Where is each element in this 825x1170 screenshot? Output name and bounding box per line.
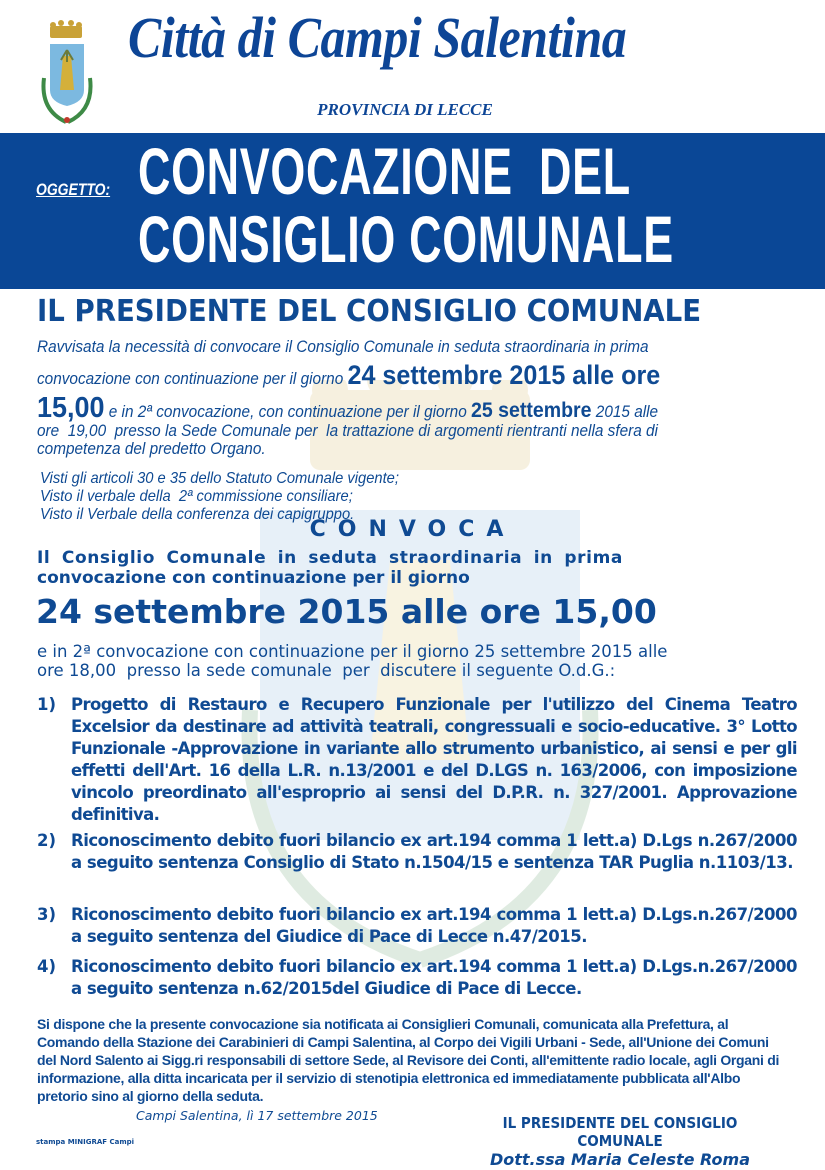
agenda-text: Riconoscimento debito fuori bilancio ex art.194 comma 1 lett.a) D.Lgs n.267/2000 a seguito sentenza Consiglio di Stato n.1504/15 e sentenza TAR Puglia n.1103/13.: [71, 831, 797, 872]
agenda-text: Progetto di Restauro e Recupero Funzionale per l'utilizzo del Cinema Teatro Excelsior da destinare ad attività teatrali, congressuali e socio-educative. 3° Lotto Funzionale -Approvazione in variante allo strumento urbanistico, ai sensi e per gli effetti dell'Art. 16 della L.R. n.13/2001 e del D.LGS n. 163/2006, con imposizione vincolo preordinato all'esproprio ai sensi del D.P.R. n. 327/2001. Approvazione definitiva.: [71, 695, 797, 824]
signature-role: IL PRESIDENTE DEL CONSIGLIO COMUNALE: [502, 1114, 738, 1150]
agenda-number: 2): [37, 831, 57, 850]
intro-line-5: competenza del predetto Organo.: [37, 440, 266, 458]
visti-list: [40, 470, 399, 524]
second-date-highlight: 25 settembre: [471, 399, 592, 422]
agenda-text: Riconoscimento debito fuori bilancio ex art.194 comma 1 lett.a) D.Lgs.n.267/2000 a seguito sentenza n.62/2015del Giudice di Pace di Lecce.: [71, 957, 797, 998]
intro-line-3: [37, 392, 658, 425]
convoca-intro-line-1: Il Consiglio Comunale in seduta straordinaria in prima: [37, 548, 623, 568]
president-heading: IL PRESIDENTE DEL CONSIGLIO COMUNALE: [37, 294, 702, 329]
intro-line-3-mid: e in 2ª convocazione, con continuazione per il giorno: [104, 403, 472, 421]
municipal-crest-icon: [36, 20, 96, 128]
visti-item: Visto il Verbale della conferenza dei capigruppo.: [40, 506, 355, 523]
signature-block: [440, 1114, 800, 1169]
intro-line-2: [37, 360, 660, 391]
agenda-item-4: [37, 956, 797, 1000]
agenda-item-1: [37, 694, 797, 826]
intro-line-1: Ravvisata la necessità di convocare il Consiglio Comunale in seduta straordinaria in prima: [37, 338, 649, 356]
agenda-number: 1): [37, 695, 57, 714]
header: [0, 0, 825, 133]
second-convocation-line-2: ore 18,00 presso la sede comunale per discutere il seguente O.d.G.:: [37, 661, 616, 680]
intro-line-3-suffix: 2015 alle: [591, 403, 659, 421]
agenda-item-2: [37, 830, 797, 896]
signature-name: Dott.ssa Maria Celeste Roma: [489, 1150, 751, 1169]
second-convocation-line-1: e in 2ª convocazione con continuazione per il giorno 25 settembre 2015 alle: [37, 642, 668, 661]
first-time-highlight: 15,00: [37, 392, 105, 424]
agenda-number: 4): [37, 957, 57, 976]
subject-title: [138, 134, 674, 276]
city-title: Città di Campi Salentina: [128, 5, 627, 70]
agenda-text: Riconoscimento debito fuori bilancio ex art.194 comma 1 lett.a) D.Lgs.n.267/2000 a seguito sentenza del Giudice di Pace di Lecce n.47/2015.: [71, 905, 797, 946]
visti-item: Visti gli articoli 30 e 35 dello Statuto Comunale vigente;: [40, 470, 399, 487]
printer-credit: stampa MINIGRAF Campi: [36, 1138, 135, 1146]
notification-notice: Si dispone che la presente convocazione sia notificata ai Consiglieri Comunali, comunicata alla Prefettura, al Comando della Stazione dei Carabinieri di Campi Salentina, al Corpo dei Vigili Urbani - Sede, all'Unione dei Comuni del Nord Salento ai Sigg.ri responsabili di settore Sede, al Revisore dei Conti, all'emittente radio locale, agli Organi di informazione, alla ditta incaricata per il servizio di stenotipia elettronica ed immediatamente pubblicata all'Albo pretorio sino al giorno della seduta.: [37, 1016, 780, 1104]
convoca-heading: CONVOCA: [309, 517, 516, 542]
oggetto-label: OGGETTO:: [36, 180, 111, 199]
main-date: 24 settembre 2015 alle ore 15,00: [36, 592, 657, 631]
province-label: PROVINCIA DI LECCE: [317, 100, 493, 119]
place-date: Campi Salentina, lì 17 settembre 2015: [136, 1108, 378, 1123]
agenda-item-3: [37, 904, 797, 948]
agenda-number: 3): [37, 905, 57, 924]
visti-item: Visto il verbale della 2ª commissione consiliare;: [40, 488, 353, 505]
intro-line-4: ore 19,00 presso la Sede Comunale per la trattazione di argomenti rientranti nella sfera di: [37, 422, 658, 440]
convoca-intro-line-2: convocazione con continuazione per il giorno: [37, 568, 470, 588]
subject-line-1: CONVOCAZIONE DEL: [138, 134, 631, 208]
first-date-highlight: 24 settembre 2015 alle ore: [347, 360, 661, 390]
subject-line-2: CONSIGLIO COMUNALE: [138, 202, 674, 276]
subject-banner: [0, 133, 825, 289]
intro-line-2-prefix: convocazione con continuazione per il giorno: [37, 370, 348, 388]
